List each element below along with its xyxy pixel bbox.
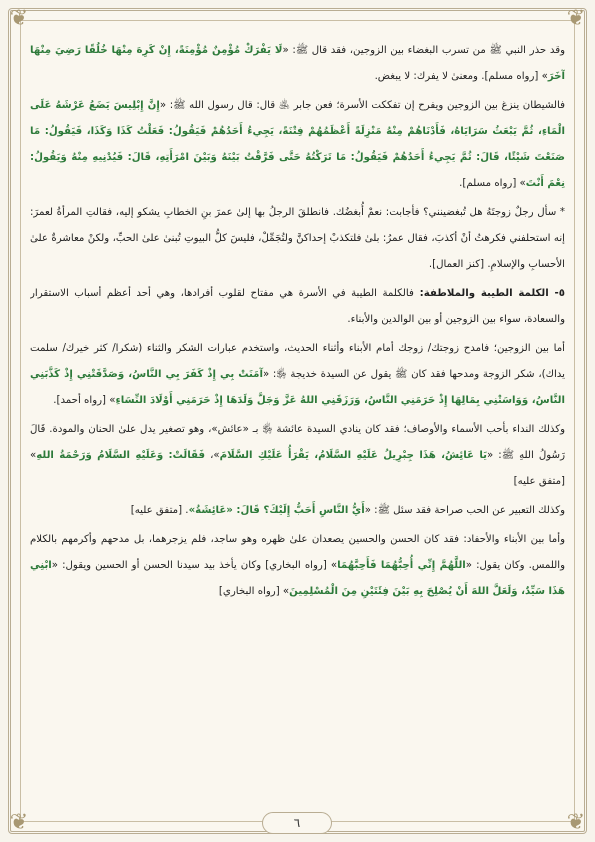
corner-ornament-icon: ❦ [9, 810, 29, 835]
hadith-quote: آمَنَتْ بِي إِذْ كَفَرَ بِي النَّاسُ، وَصَدَّقَتْنِي إِذْ كَذَّبَنِي النَّاسُ، وَوَاسَتْنِي بِمَالِهَا إِذْ حَرَمَنِي النَّاسُ، وَرَزَقَنِي اللهُ عَزَّ وَجَلَّ وَلَدَهَا إِذْ حَرَمَنِي أَوْلَادَ النِّسَاءِ [30, 369, 565, 406]
body-text: » [رواه البخاري] [218, 586, 290, 597]
paragraph [30, 417, 565, 495]
body-text: وأما بين الأبناء والأحفاد: فقد كان الحسن والحسين يصعدان علىٰ ظهره وهو ساجد، فلم يزجرهما، بل مدحهم وأكرمهم بالكلام واللمس. وكان يقول: « [30, 534, 565, 571]
body-text: فالكلمة الطيبة في الأسرة هي مفتاح لقلوب أفرادها، وهي أحد أعظم أسباب الاستقرار والسعادة، سواء بين الزوجين أو بين الوالدين والأبناء. [30, 288, 565, 325]
paragraph [30, 200, 565, 278]
body-text: فالشيطان ينزغ بين الزوجين ويفرح إن تفككت الأسرة؛ فعن جابر ﵁ قال: قال رسول الله ﷺ: « [159, 100, 565, 111]
page-number: ٦ [262, 812, 332, 834]
hadith-quote: ابْنِي هَذَا سَيِّدٌ، وَلَعَلَّ اللهَ أَنْ يُصْلِحَ بِهِ بَيْنَ فِئَتَيْنِ مِنَ الْمُسْلِمِينَ [30, 560, 565, 597]
paragraph [30, 93, 565, 197]
corner-ornament-icon: ❦ [566, 6, 586, 31]
paragraph [30, 498, 565, 524]
corner-ornament-icon: ❦ [9, 6, 29, 31]
corner-ornament-icon: ❦ [566, 810, 586, 835]
hadith-quote: لَا يَفْرَكْ مُؤْمِنٌ مُؤْمِنَةً، إِنْ كَرِهَ مِنْهَا خُلُقًا رَضِيَ مِنْهَا آخَرَ [30, 45, 565, 82]
body-text: » [رواه أحمد]. [53, 395, 116, 406]
body-text: وكذلك التعبير عن الحب صراحة فقد سئل ﷺ: « [364, 505, 565, 516]
hadith-quote: إِنَّ إِبْلِيسَ يَضَعُ عَرْشَهُ عَلَى الْمَاءِ، ثُمَّ يَبْعَثُ سَرَايَاهُ، فَأَدْنَاهُمْ مِنْهُ مَنْزِلَةً أَعْظَمُهُمْ فِتْنَةً، يَجِيءُ أَحَدُهُمْ فَيَقُولُ: فَعَلْتُ كَذَا وَكَذَا، فَيَقُولُ: مَا صَنَعْتَ شَيْئًا، قَالَ: ثُمَّ يَجِيءُ أَحَدُهُمْ فَيَقُولُ: مَا تَرَكْتُهُ حَتَّى فَرَّقْتُ بَيْنَهُ وَبَيْنَ امْرَأَتِهِ، قَالَ: فَيُدْنِيهِ مِنْهُ وَيَقُولُ: نِعْمَ أَنْتَ [30, 100, 565, 189]
paragraph [30, 38, 565, 90]
body-text: » [رواه مسلم]. [459, 178, 526, 189]
body-text: * سأل رجلٌ زوجتَهُ هل تُبغضينني؟ فأجابت: نعمْ أُبغضُك. فانطلقَ الرجلُ بها إلىٰ عمرَ بنِ الخطابِ يشكو إليه، فقالتِ المرأةُ لعمرَ: إنه استحلفني فكرهتُ أنْ أكذبَ، فقال عمرُ: بلىٰ فلتكذبْ إحداكنَّ ولتُجَمِّلْ، فليسَ كلُّ البيوتِ تُبنىٰ علىٰ الحبِّ، ولكنْ معاشرةٌ علىٰ الأحسابِ والإسلامِ. [كنز العمال]. [30, 207, 565, 270]
paragraph [30, 336, 565, 414]
body-text: » [متفق عليه] [30, 450, 565, 487]
paragraph [30, 281, 565, 333]
hadith-quote: فَقَالَتْ: وَعَلَيْهِ السَّلَامُ وَرَحْمَةُ اللهِ [36, 450, 206, 461]
hadith-quote: يَا عَائِشُ، هَذَا جِبْرِيلُ عَلَيْهِ السَّلَامُ، يَقْرَأُ عَلَيْكِ السَّلَامَ [219, 450, 488, 461]
body-text: أما بين الزوجين؛ فامدح زوجتك/ زوجك أمام الأبناء وأثناء الحديث، واستخدم عبارات الشكر والثناء (شكرا/ كثر خيرك/ سلمت يداك)، شكر الزوجة ومدحها فقد كان ﷺ يقول عن السيدة خديجة ﵂: « [30, 343, 565, 380]
section-heading: ٥- الكلمة الطيبة والملاطفة: [413, 288, 565, 299]
body-text: »، [205, 450, 220, 461]
body-text: وكذلك النداء بأحب الأسماء والأوصاف؛ فقد كان ينادي السيدة عائشة ﵂ بـ «عائش»، وهو تصغير يدل علىٰ الحنان والمودة. قَالَ رَسُولُ اللهِ ﷺ: « [30, 424, 565, 461]
page-body [30, 38, 565, 778]
body-text: . [متفق عليه] [130, 505, 189, 516]
body-text: وقد حذر النبي ﷺ من تسرب البغضاء بين الزوجين، فقد قال ﷺ: « [282, 45, 565, 56]
paragraph [30, 527, 565, 605]
hadith-quote: أَيُّ النَّاسِ أَحَبُّ إِلَيْكَ؟ قَالَ: «عَائِشَةُ» [188, 505, 365, 516]
body-text: » [رواه البخاري] وكان يأخذ بيد سيدنا الحسن أو الحسين ويقول: « [51, 560, 338, 571]
body-text: » [رواه مسلم]. ومعنىٰ لا يفرك: لا يبغض. [374, 71, 548, 82]
hadith-quote: اللَّهُمَّ إِنِّي أُحِبُّهُمَا فَأَحِبَّهُمَا [337, 560, 466, 571]
